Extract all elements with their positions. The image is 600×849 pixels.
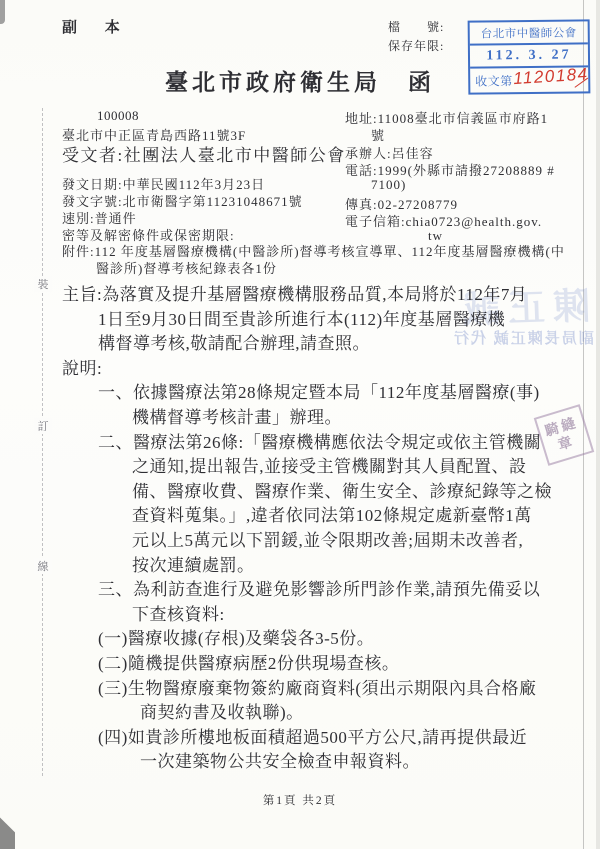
recipient-postal-code: 100008: [97, 108, 139, 123]
body-line: 下查核資料:: [132, 604, 225, 624]
body-line-item-2: 二、醫療法第26條:「醫療機構應依法令規定或依主管機關: [98, 432, 542, 452]
body-line-item-3: 三、為利訪查進行及避免影響診所門診作業,請預先備妥以: [98, 580, 541, 600]
body-line: 按次連續處罰。: [132, 555, 255, 575]
body-line: 1日至9月30日間至貴診所進行本(112)年度基層醫療機: [98, 309, 506, 329]
bleedthrough-signature-small: 副局長陳正誠 代行: [452, 331, 594, 347]
contact-person: 承辦人:呂佳容: [345, 146, 434, 161]
security-classification: 密等及解密條件或保密期限:: [62, 228, 235, 243]
body-line: 一次建築物公共安全檢查申報資料。: [140, 752, 420, 772]
recipient-line: 受文者:社團法人臺北市中醫師公會: [62, 146, 346, 165]
body-line-subitem-1: (一)醫療收據(存根)及藥袋各3-5份。: [98, 629, 375, 649]
binding-mark-xian: 線: [34, 558, 52, 574]
file-number-block: [388, 18, 444, 56]
document-title: 臺北市政府衛生局 函: [165, 70, 435, 95]
body-line-subitem-4: (四)如貴診所樓地板面積超過500平方公尺,請再提供最近: [98, 727, 528, 747]
received-stamp-org: 台北市中醫師公會: [470, 21, 588, 45]
body-line-subitem-2: (二)隨機提供醫療病歷2份供現場查核。: [98, 653, 400, 673]
body-line: 商契約書及收執聯)。: [140, 703, 304, 723]
file-number-label: 檔 號:: [388, 20, 445, 34]
body-line: 備、醫療收費、醫療作業、衛生安全、診療紀錄等之檢: [132, 481, 552, 501]
scan-edge-band: [596, 0, 600, 849]
body-line: 機構督導考核計畫」辦理。: [132, 407, 342, 427]
binding-mark-zhuang: 裝: [34, 276, 52, 292]
phone-line-2: 7100): [371, 177, 407, 192]
binding-mark-ding: 訂: [34, 418, 52, 434]
body-line: 查資料蒐集。」,違者依同法第102條規定處新臺幣1萬: [132, 506, 532, 526]
attachment-line-1: 附件:112 年度基層醫療機構(中醫診所)督導考核宣導單、112年度基層醫療機構(中: [62, 244, 565, 259]
page-seam-seal: 騎縫章: [534, 404, 595, 466]
scan-smudge-bottom-left: [0, 812, 15, 849]
received-stamp-receipt-number-handwritten: 1120184: [512, 64, 590, 89]
phone-line-1: 電話:1999(外縣市請撥27208889 #: [345, 163, 555, 178]
sender-address-line-1: 地址:11008臺北市信義區市府路1: [345, 111, 549, 126]
received-stamp-receipt-prefix: 收文第: [475, 74, 513, 89]
delivery-speed: 速別:普通件: [62, 211, 137, 226]
attachment-line-2: 醫診所)督導考核紀錄表各1份: [96, 261, 277, 276]
body-line: 構督導考核,敬請配合辦理,請查照。: [98, 334, 370, 354]
copy-label: 副 本: [62, 20, 132, 36]
email-line-1: 電子信箱:chia0723@health.gov.: [345, 214, 543, 229]
email-line-2: tw: [428, 228, 443, 243]
body-line-item-1: 一、依據醫療法第28條規定暨本局「112年度基層醫療(事): [98, 383, 540, 403]
binding-dashed-line: [42, 108, 43, 776]
sender-address-line-2: 號: [371, 128, 386, 143]
scan-smudge-top-left: [0, 0, 5, 24]
fax-number: 傳真:02-27208779: [345, 197, 458, 212]
bleedthrough-signature-large: 陳正誠: [454, 286, 591, 332]
body-line-explanation-label: 說明:: [62, 358, 103, 378]
body-line: 之通知,提出報告,並接受主管機關對其人員配置、設: [132, 457, 527, 477]
body-line: 元以上5萬元以下罰鍰,並令限期改善;屆期未改善者,: [132, 530, 524, 550]
document-number: 發文字號:北市衛醫字第11231048671號: [62, 194, 303, 209]
recipient-address: 臺北市中正區青島西路11號3F: [62, 128, 247, 143]
retention-label: 保存年限:: [388, 39, 445, 53]
issue-date: 發文日期:中華民國112年3月23日: [62, 177, 266, 192]
received-stamp-date: 112. 3. 27: [470, 44, 588, 68]
page-number: 第1頁 共2頁: [262, 795, 338, 807]
body-line-subject: 主旨:為落實及提升基層醫療機構服務品質,本局將於112年7月: [62, 285, 528, 304]
letter-body: [62, 283, 562, 775]
body-line-subitem-3: (三)生物醫療廢棄物簽約廠商資料(須出示期限內具合格廠: [98, 678, 537, 698]
